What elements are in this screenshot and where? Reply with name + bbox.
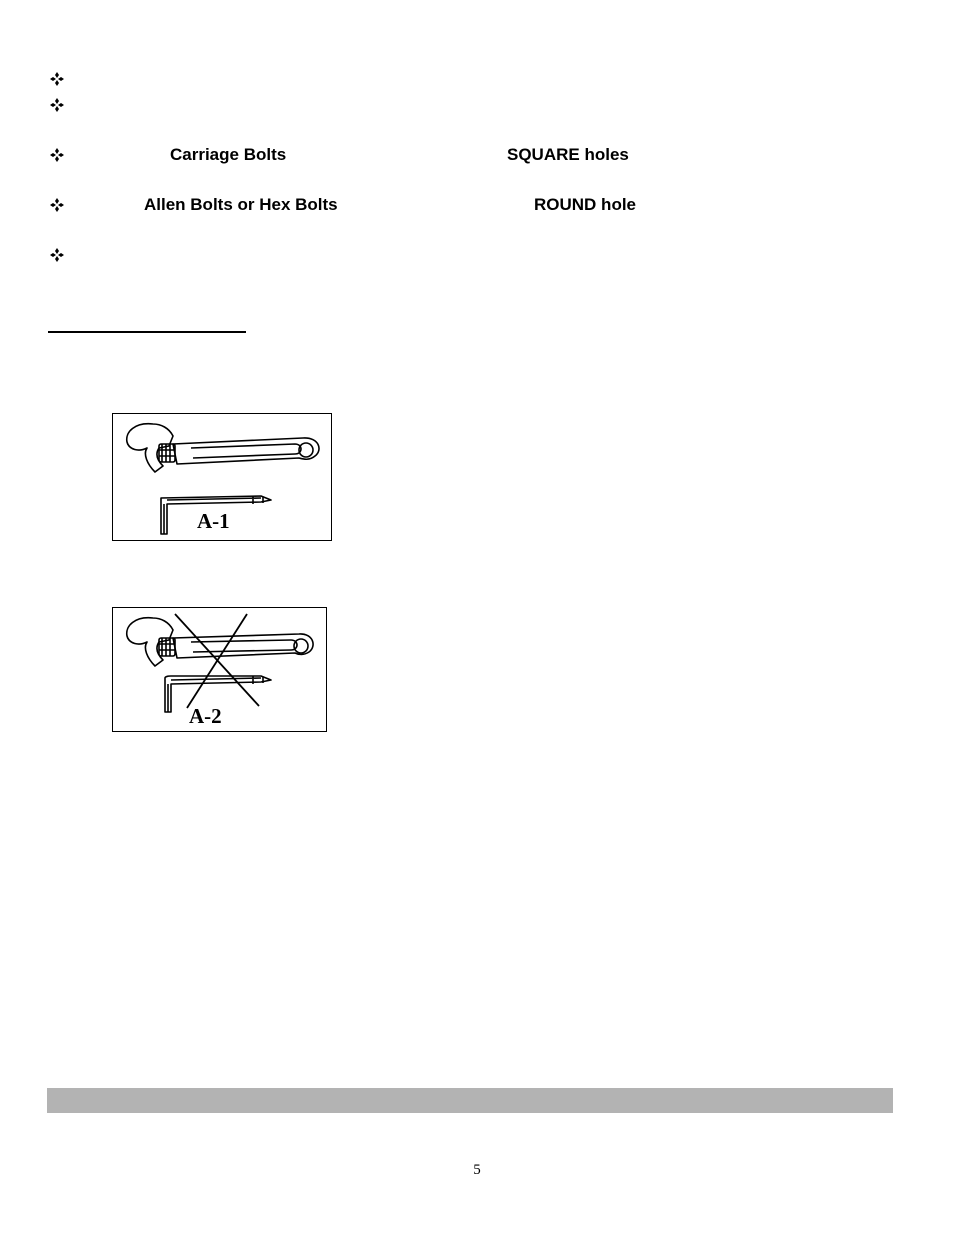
bullet-icon [50, 98, 66, 114]
section-heading-underline [48, 331, 246, 333]
figure-a2-label: A-2 [189, 704, 222, 728]
figure-a1-label: A-1 [197, 509, 230, 533]
carriage-bolts-text: Carriage Bolts [170, 145, 287, 164]
bullet-icon [50, 198, 66, 214]
square-holes-text: SQUARE holes [507, 145, 629, 164]
footer-bar [47, 1088, 893, 1113]
bullet-icon [50, 248, 66, 264]
bullet-icon [50, 148, 66, 164]
bullet-icon [50, 72, 66, 88]
figure-a1 [112, 413, 332, 541]
allen-hex-bolts-text: Allen Bolts or Hex Bolts [144, 195, 338, 214]
page-number: 5 [473, 1162, 481, 1178]
round-hole-text: ROUND hole [534, 195, 636, 214]
figure-a2 [112, 607, 327, 732]
